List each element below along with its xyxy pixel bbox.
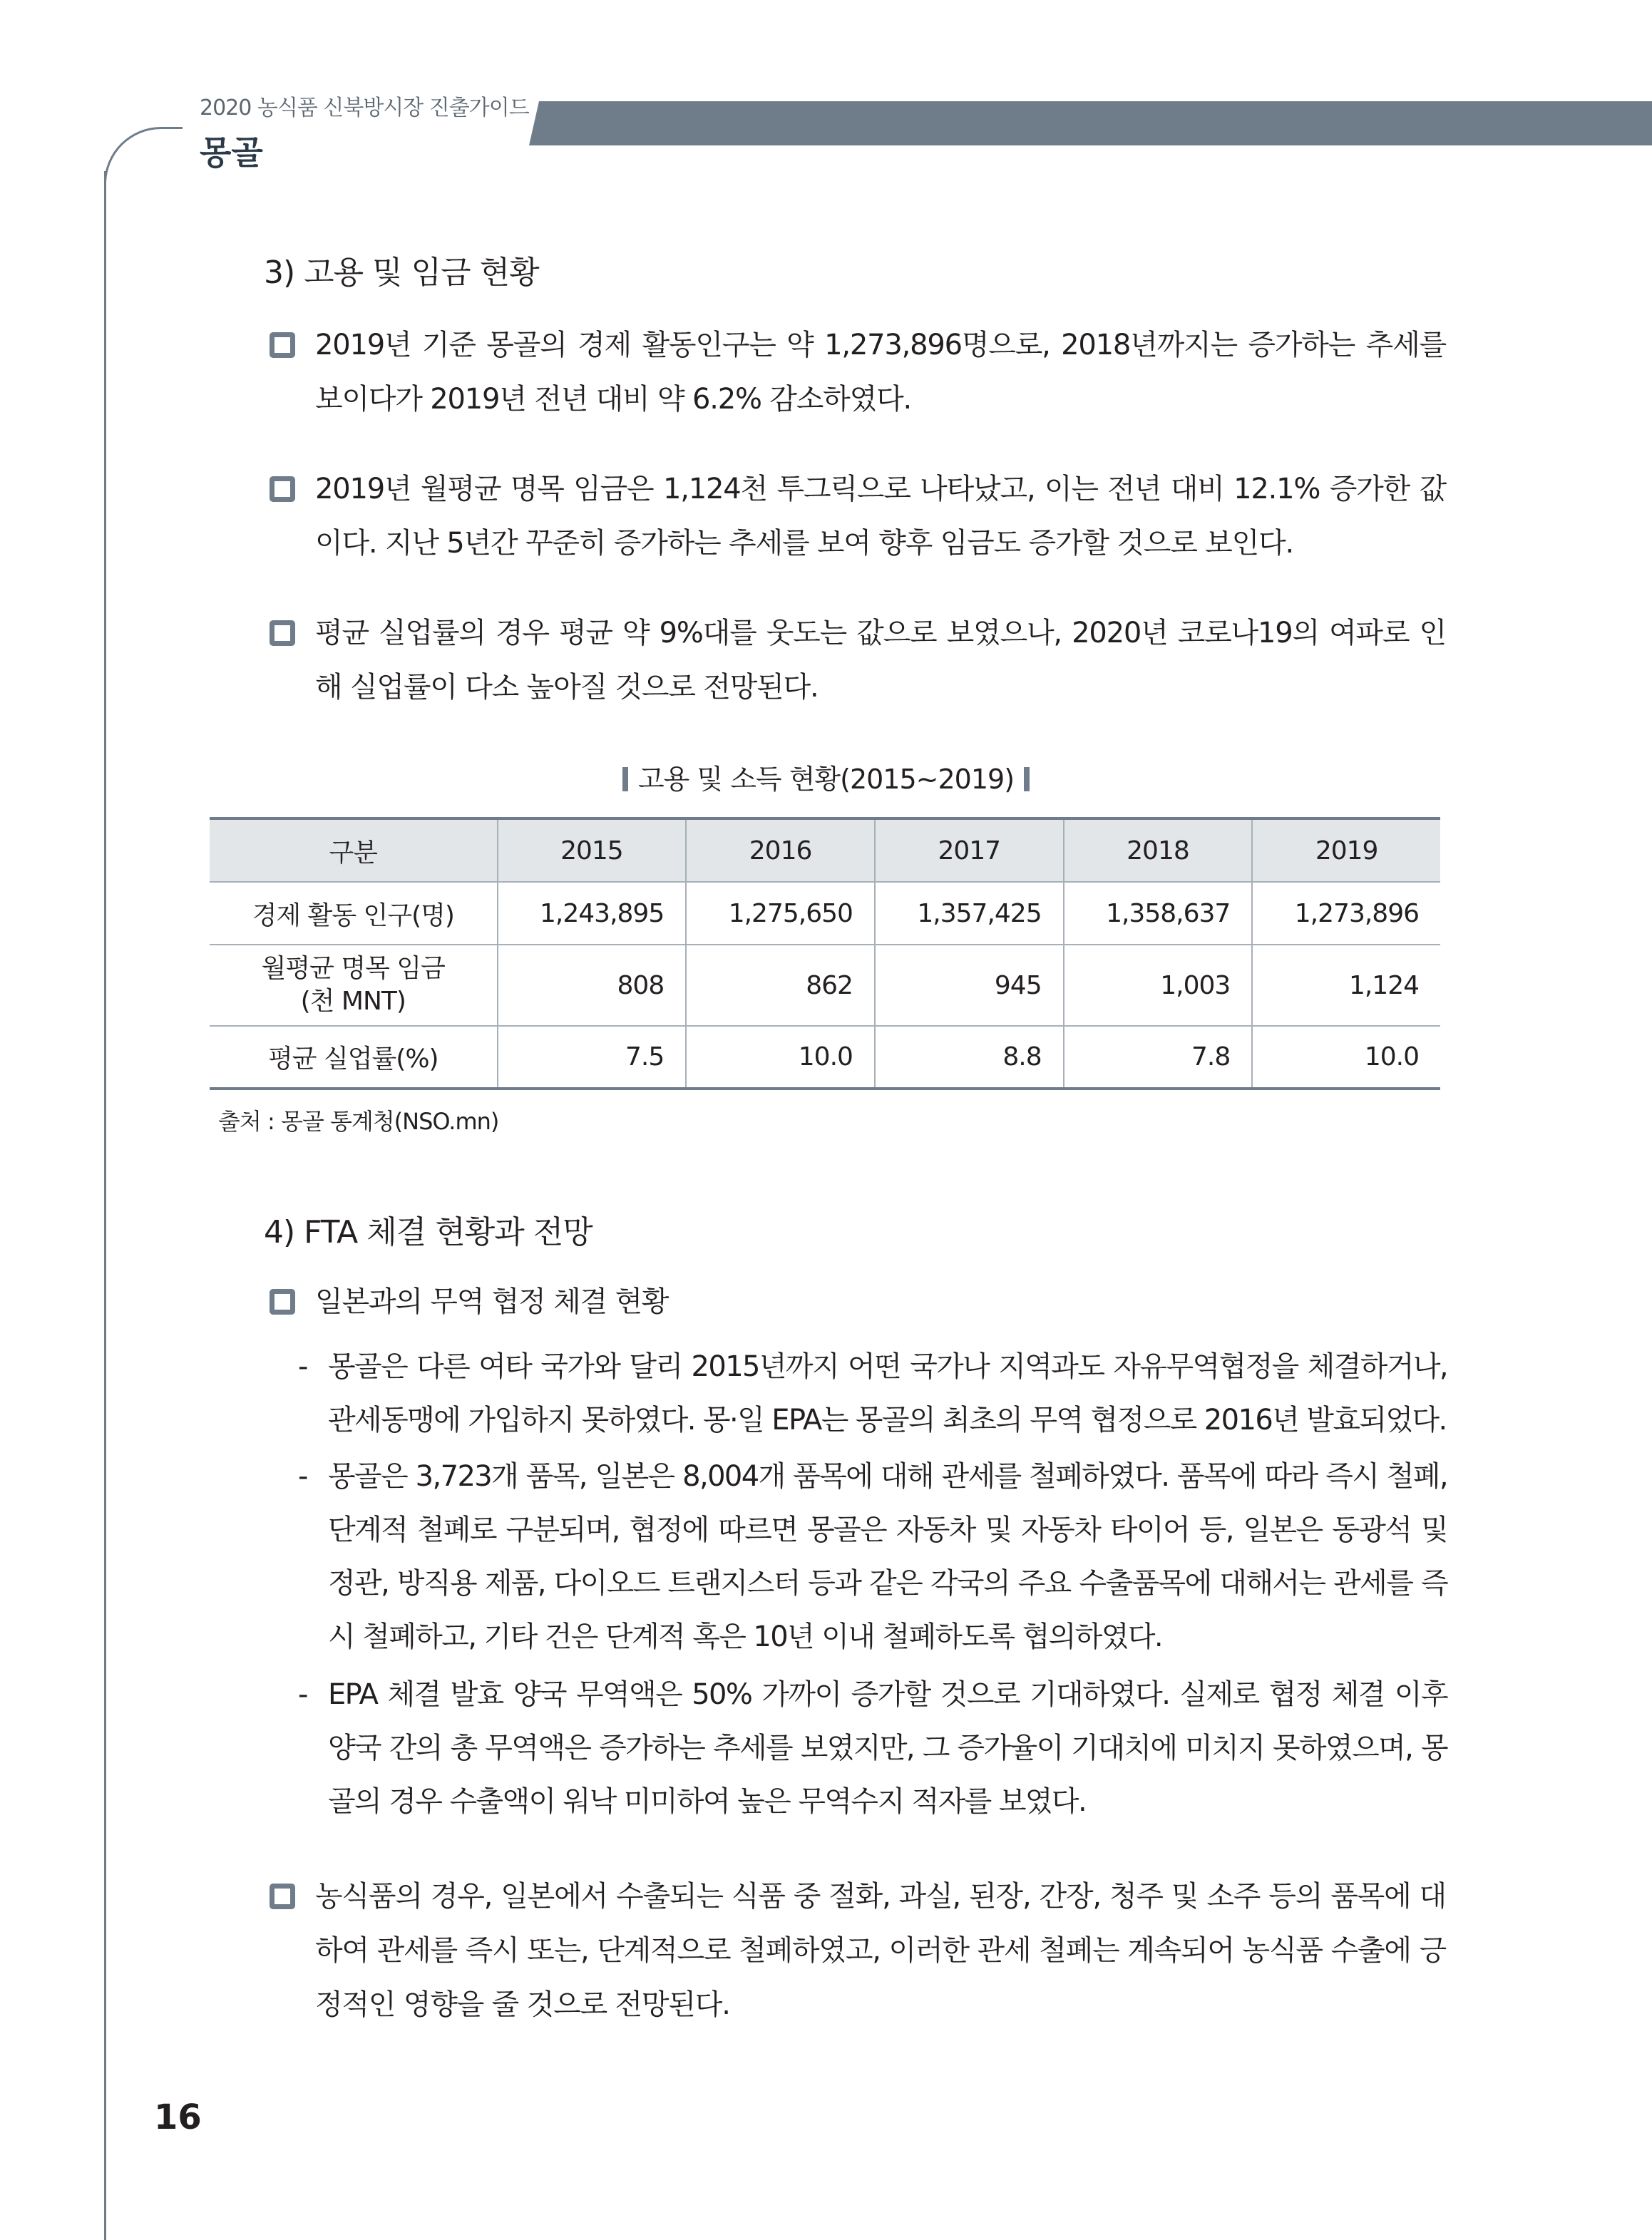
section-title-employment: 3) 고용 및 임금 현황: [264, 255, 539, 291]
table-cell: 1,358,637: [1064, 882, 1253, 945]
table-header-row: [210, 818, 1440, 882]
table-header-cell: 구분: [210, 818, 498, 882]
table-cell: 7.5: [498, 1026, 687, 1089]
table-cell: 945: [875, 945, 1064, 1026]
square-bullet-icon: [270, 1884, 295, 1909]
row-label: [210, 945, 498, 1026]
table-cell: 10.0: [686, 1026, 875, 1089]
table-cell: 1,357,425: [875, 882, 1064, 945]
table-cell: 862: [686, 945, 875, 1026]
bullet-item: [270, 318, 1446, 426]
table-cell: 1,275,650: [686, 882, 875, 945]
square-bullet-icon: [270, 476, 295, 502]
section-title-fta: 4) FTA 체결 현황과 전망: [264, 1214, 592, 1250]
dash-item: [298, 1668, 1447, 1829]
bullet-item: [270, 1869, 1446, 2032]
table-row: [210, 882, 1440, 945]
table-caption-text: 고용 및 소득 현황(2015~2019): [637, 764, 1015, 795]
row-label: 평균 실업률(%): [210, 1026, 498, 1089]
bullet-text: 농식품의 경우, 일본에서 수출되는 식품 중 절화, 과실, 된장, 간장, 청주 및 소주 등의 품목에 대하여 관세를 즉시 또는, 단계적으로 철폐하였고, 이러한 관세 철폐는 계속되어 농식품 수출에 긍정적인 영향을 줄 것으로 전망된다.: [315, 1880, 1446, 2021]
table-row: [210, 945, 1440, 1026]
square-bullet-icon: [270, 620, 295, 646]
table-cell: 1,243,895: [498, 882, 687, 945]
table-caption: [0, 757, 1652, 796]
table-header-cell: 2017: [875, 818, 1064, 882]
table-cell: 10.0: [1252, 1026, 1440, 1089]
bullet-item: [270, 1275, 1446, 1329]
header-title: 몽골: [200, 133, 263, 172]
bullet-item: [270, 606, 1446, 714]
row-label: 경제 활동 인구(명): [210, 882, 498, 945]
dash-text: 몽골은 3,723개 품목, 일본은 8,004개 품목에 대해 관세를 철폐하였다. 품목에 따라 즉시 철폐, 단계적 철폐로 구분되며, 협정에 따르면 몽골은 자동차 및 자동차 타이어 등, 일본은 동광석 및 정관, 방직용 제품, 다이오드 트랜지스터 등과 같은 각국의 주요 수출품목에 대해서는 관세를 즉시 철폐하고, 기타 건은 단계적 혹은 10년 이내 철폐하도록 협의하였다.: [328, 1460, 1447, 1653]
caption-bar-left: [622, 767, 628, 791]
table-cell: 7.8: [1064, 1026, 1253, 1089]
bullet-text: 일본과의 무역 협정 체결 현황: [315, 1285, 669, 1318]
header-bar: [529, 101, 1652, 145]
caption-bar-right: [1024, 767, 1030, 791]
dash-text: 몽골은 다른 여타 국가와 달리 2015년까지 어떤 국가나 지역과도 자유무역협정을 체결하거나, 관세동맹에 가입하지 못하였다. 몽·일 EPA는 몽골의 최초의 무역 협정으로 2016년 발효되었다.: [328, 1350, 1447, 1437]
table-header-cell: 2019: [1252, 818, 1440, 882]
table-source: 출처 : 몽골 통계청(NSO.mn): [218, 1108, 499, 1135]
table-header-cell: 2016: [686, 818, 875, 882]
dash-text: EPA 체결 발효 양국 무역액은 50% 가까이 증가할 것으로 기대하였다. 실제로 협정 체결 이후 양국 간의 총 무역액은 증가하는 추세를 보였지만, 그 증가율이 기대치에 미치지 못하였으며, 몽골의 경우 수출액이 워낙 미미하여 높은 무역수지 적자를 보였다.: [328, 1678, 1447, 1818]
row-label-line: 월평균 명목 임금: [261, 954, 445, 983]
table-row: [210, 1026, 1440, 1089]
table-header-cell: 2015: [498, 818, 687, 882]
table-cell: 1,003: [1064, 945, 1253, 1026]
bullet-text: 2019년 기준 몽골의 경제 활동인구는 약 1,273,896명으로, 2018년까지는 증가하는 추세를 보이다가 2019년 전년 대비 약 6.2% 감소하였다.: [315, 329, 1446, 416]
dash-mark: -: [298, 1350, 307, 1383]
page-number: 16: [154, 2097, 202, 2137]
dash-mark: -: [298, 1678, 307, 1711]
dash-mark: -: [298, 1460, 307, 1493]
header-subtitle: 2020 농식품 신북방시장 진출가이드: [200, 96, 529, 120]
square-bullet-icon: [270, 332, 295, 358]
page-frame-curve: [104, 127, 183, 205]
dash-item: [298, 1340, 1447, 1447]
bullet-text: 2019년 월평균 명목 임금은 1,124천 투그릭으로 나타났고, 이는 전년 대비 12.1% 증가한 값이다. 지난 5년간 꾸준히 증가하는 추세를 보여 향후 임금도 증가할 것으로 보인다.: [315, 473, 1446, 560]
table-header-cell: 2018: [1064, 818, 1253, 882]
table-cell: 8.8: [875, 1026, 1064, 1089]
square-bullet-icon: [270, 1289, 295, 1315]
row-label-line: (천 MNT): [300, 987, 406, 1016]
page-frame-line: [104, 171, 106, 2240]
table-cell: 1,273,896: [1252, 882, 1440, 945]
table-cell: 1,124: [1252, 945, 1440, 1026]
bullet-item: [270, 462, 1446, 570]
bullet-text: 평균 실업률의 경우 평균 약 9%대를 웃도는 값으로 보였으나, 2020년 코로나19의 여파로 인해 실업률이 다소 높아질 것으로 전망된다.: [315, 617, 1446, 704]
table-cell: 808: [498, 945, 687, 1026]
dash-item: [298, 1450, 1447, 1664]
employment-income-table: [210, 817, 1440, 1090]
